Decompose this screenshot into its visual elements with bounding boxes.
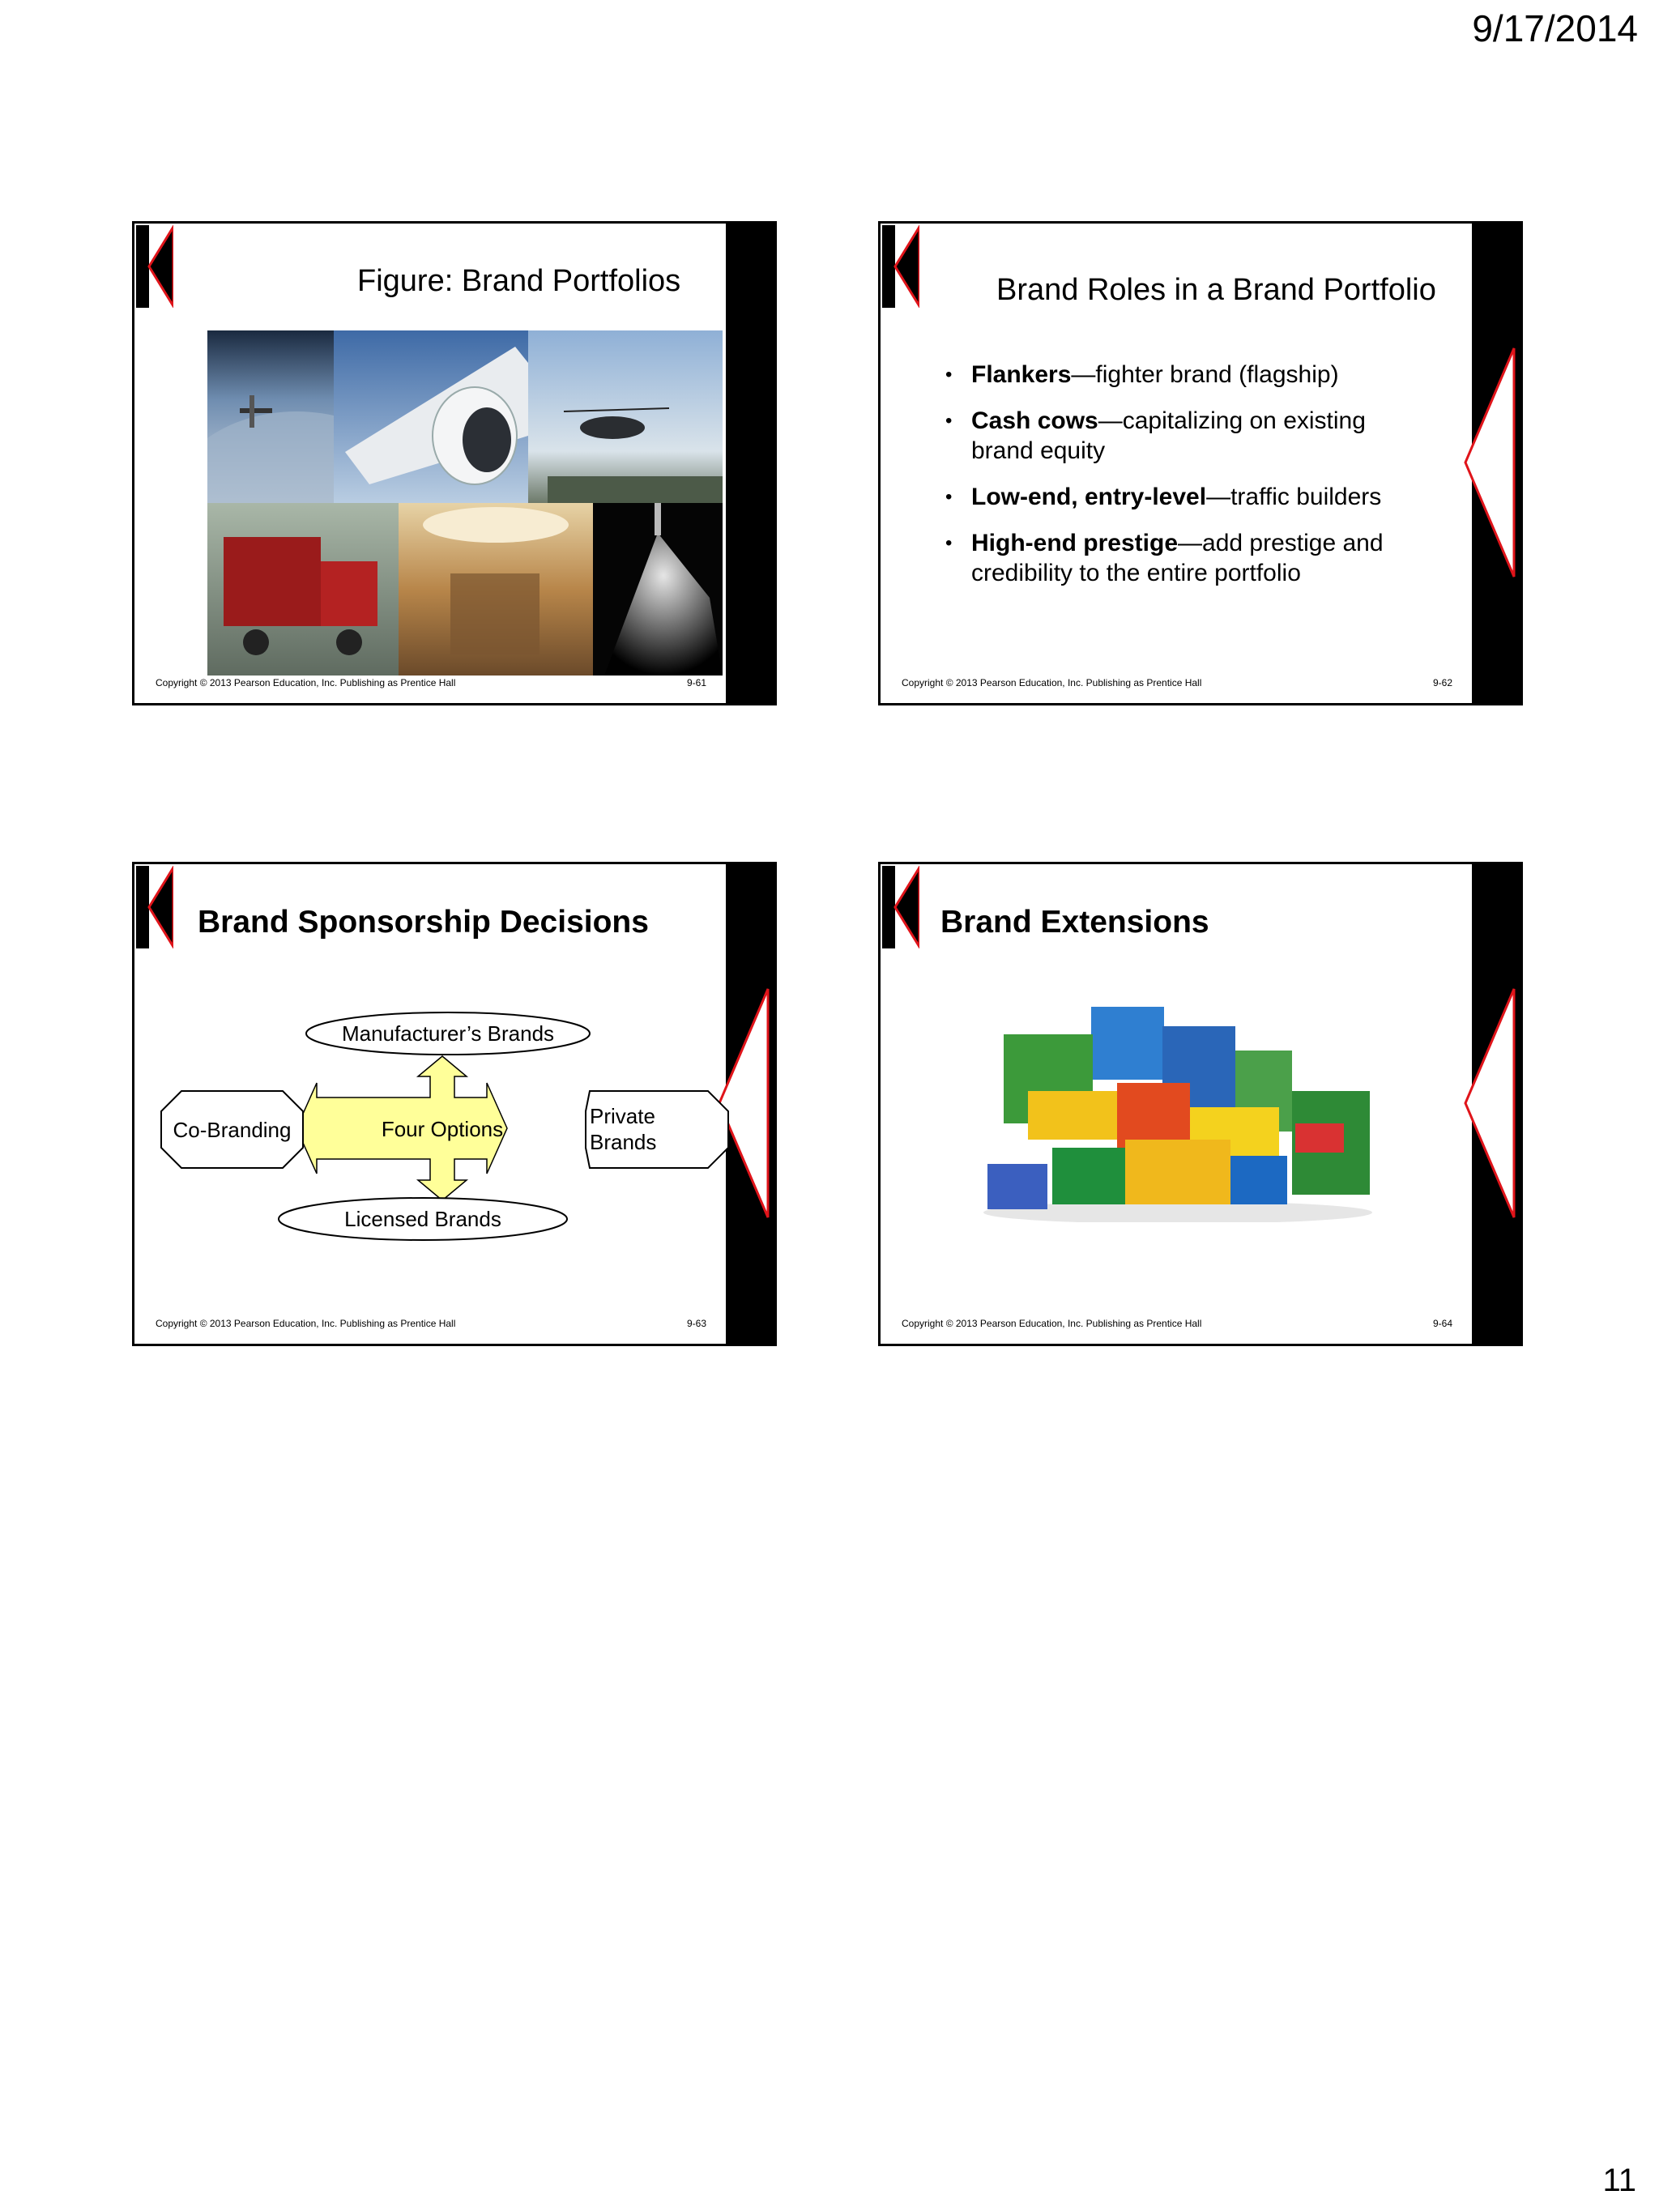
slide-number: 9-61: [686, 677, 706, 688]
slide-brand-roles: [878, 221, 1523, 705]
slide-number: 9-62: [1432, 677, 1452, 688]
slide-corner-marker-icon: [882, 225, 919, 308]
truck-photo: [207, 503, 399, 676]
slide-brand-portfolios: [132, 221, 777, 705]
bullet-term: Low-end, entry-level: [971, 484, 1207, 510]
slide-title: Brand Sponsorship Decisions: [198, 905, 649, 940]
helicopter-photo: [528, 330, 723, 503]
slide-title: Figure: Brand Portfolios: [357, 264, 681, 298]
slide-copyright: Copyright © 2013 Pearson Education, Inc. Publishing as Prentice Hall: [902, 677, 1202, 688]
slide-corner-marker-icon: [882, 866, 919, 948]
slide-title: Brand Roles in a Brand Portfolio: [996, 273, 1436, 307]
page-date: 9/17/2014: [1472, 7, 1638, 49]
slide-title: Brand Extensions: [940, 905, 1209, 940]
diagram-right-label-line2: Brands: [590, 1130, 657, 1154]
bullet-item: [945, 406, 1431, 466]
sprinkler-photo: [593, 503, 723, 676]
slide-copyright: Copyright © 2013 Pearson Education, Inc. Publishing as Prentice Hall: [156, 1318, 456, 1329]
bullet-text: —capitalizing on existing brand equity: [971, 407, 1366, 464]
slide-brand-extensions: [878, 862, 1523, 1346]
airbus-engine-photo: [334, 330, 528, 503]
crayola-products-photo: [971, 1002, 1384, 1222]
slide-number: 9-64: [1432, 1318, 1452, 1329]
slide-copyright: Copyright © 2013 Pearson Education, Inc. Publishing as Prentice Hall: [902, 1318, 1202, 1329]
bullet-text: —fighter brand (flagship): [1071, 361, 1339, 388]
bullet-text: —add prestige and credibility to the entire portfolio: [971, 530, 1384, 586]
diagram-center-label: Four Options: [381, 1117, 504, 1141]
diagram-bottom-label: Licensed Brands: [344, 1207, 501, 1231]
bullet-text: —traffic builders: [1206, 484, 1382, 510]
bullet-term: Flankers: [971, 361, 1072, 388]
diagram-top-label: Manufacturer’s Brands: [341, 1021, 555, 1046]
brand-portfolio-photo-grid: [207, 330, 723, 676]
slide-copyright: Copyright © 2013 Pearson Education, Inc. Publishing as Prentice Hall: [156, 677, 456, 688]
slide-brand-sponsorship: [132, 862, 777, 1346]
slide-side-arrow-icon: [1462, 986, 1520, 1221]
slide-number: 9-63: [686, 1318, 706, 1329]
shopping-mall-photo: [399, 503, 593, 676]
bullet-item: [945, 482, 1431, 512]
bullet-term: High-end prestige: [971, 530, 1179, 556]
bullet-item: [945, 360, 1431, 390]
slide-side-bar: [726, 224, 774, 703]
slide-side-arrow-icon: [1462, 345, 1520, 580]
slide-corner-marker-icon: [136, 225, 173, 308]
bullet-item: [945, 528, 1431, 588]
bullet-term: Cash cows: [971, 407, 1098, 434]
page-number: 11: [1602, 2163, 1636, 2198]
diagram-left-label: Co-Branding: [173, 1118, 292, 1142]
bullet-list: [945, 360, 1431, 604]
diagram-right-label-line1: Private: [590, 1104, 655, 1128]
